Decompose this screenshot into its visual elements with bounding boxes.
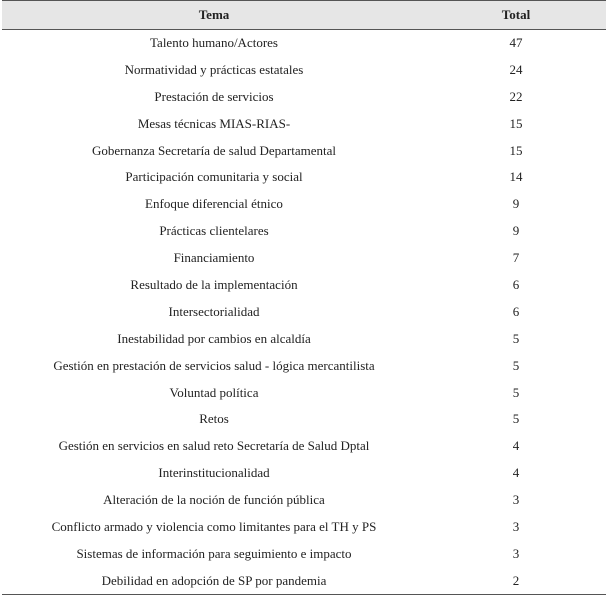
table-header — [2, 1, 606, 30]
table-row — [2, 325, 606, 352]
cell-total: 7 — [512, 250, 520, 266]
cell-tema: Alteración de la noción de función pública — [103, 492, 325, 508]
cell-total: 15 — [509, 142, 523, 158]
table-row — [2, 110, 606, 137]
table-row — [2, 245, 606, 272]
cell-tema: Debilidad en adopción de SP por pandemia — [2, 567, 426, 594]
table-row — [2, 487, 606, 514]
cell-total: 5 — [512, 384, 520, 400]
column-header-total: Total — [426, 1, 606, 30]
cell-tema: Prácticas clientelares — [159, 223, 269, 239]
table-row — [2, 56, 606, 83]
cell-total: 4 — [512, 465, 520, 481]
cell-total: 24 — [509, 61, 523, 77]
table-row — [2, 433, 606, 460]
cell-total: 2 — [426, 567, 606, 594]
cell-tema: Normatividad y prácticas estatales — [124, 61, 304, 77]
cell-tema: Gestión en servicios en salud reto Secretaría de Salud Dptal — [58, 438, 370, 454]
cell-tema: Interinstitucionalidad — [158, 465, 270, 481]
cell-total: 5 — [512, 411, 520, 427]
cell-total: 14 — [509, 169, 523, 185]
cell-total: 47 — [509, 35, 523, 51]
cell-tema: Sistemas de información para seguimiento e impacto — [76, 545, 352, 561]
table-row — [2, 567, 606, 594]
cell-total: 3 — [512, 545, 520, 561]
cell-total: 5 — [512, 357, 520, 373]
cell-tema: Enfoque diferencial étnico — [145, 196, 283, 212]
table-row — [2, 514, 606, 541]
table-row — [2, 164, 606, 191]
table-row — [2, 272, 606, 299]
cell-tema: Mesas técnicas MIAS-RIAS- — [137, 115, 291, 131]
column-header-tema: Tema — [2, 1, 426, 30]
cell-total: 3 — [512, 492, 520, 508]
cell-total: 5 — [512, 330, 520, 346]
cell-total: 9 — [512, 223, 520, 239]
cell-total: 4 — [512, 438, 520, 454]
header-row — [2, 1, 606, 30]
table-body — [2, 30, 606, 595]
cell-total: 15 — [509, 115, 523, 131]
cell-tema: Voluntad política — [169, 384, 259, 400]
table-row — [2, 298, 606, 325]
table-row — [2, 352, 606, 379]
cell-tema: Gestión en prestación de servicios salud - lógica mercantilista — [53, 357, 375, 373]
cell-tema: Talento humano/Actores — [150, 35, 278, 51]
cell-tema: Resultado de la implementación — [130, 276, 298, 292]
cell-tema: Gobernanza Secretaría de salud Departamental — [92, 142, 336, 158]
table-row — [2, 30, 606, 57]
cell-tema: Intersectorialidad — [168, 303, 260, 319]
cell-tema: Participación comunitaria y social — [125, 169, 303, 185]
cell-tema: Retos — [199, 411, 229, 427]
cell-tema: Prestación de servicios — [154, 88, 274, 104]
cell-total: 3 — [512, 518, 520, 534]
cell-tema: Inestabilidad por cambios en alcaldía — [117, 330, 311, 346]
data-table-container — [2, 0, 606, 595]
cell-tema: Conflicto armado y violencia como limitantes para el TH y PS — [51, 518, 377, 534]
table-row — [2, 460, 606, 487]
cell-total: 6 — [512, 303, 520, 319]
table-row — [2, 137, 606, 164]
table-row — [2, 83, 606, 110]
cell-tema: Financiamiento — [173, 250, 255, 266]
table-row — [2, 540, 606, 567]
table-row — [2, 218, 606, 245]
table-row — [2, 406, 606, 433]
table-row — [2, 379, 606, 406]
cell-total: 6 — [512, 276, 520, 292]
themes-table — [2, 0, 606, 595]
cell-total: 9 — [512, 196, 520, 212]
table-row — [2, 191, 606, 218]
cell-total: 22 — [509, 88, 523, 104]
